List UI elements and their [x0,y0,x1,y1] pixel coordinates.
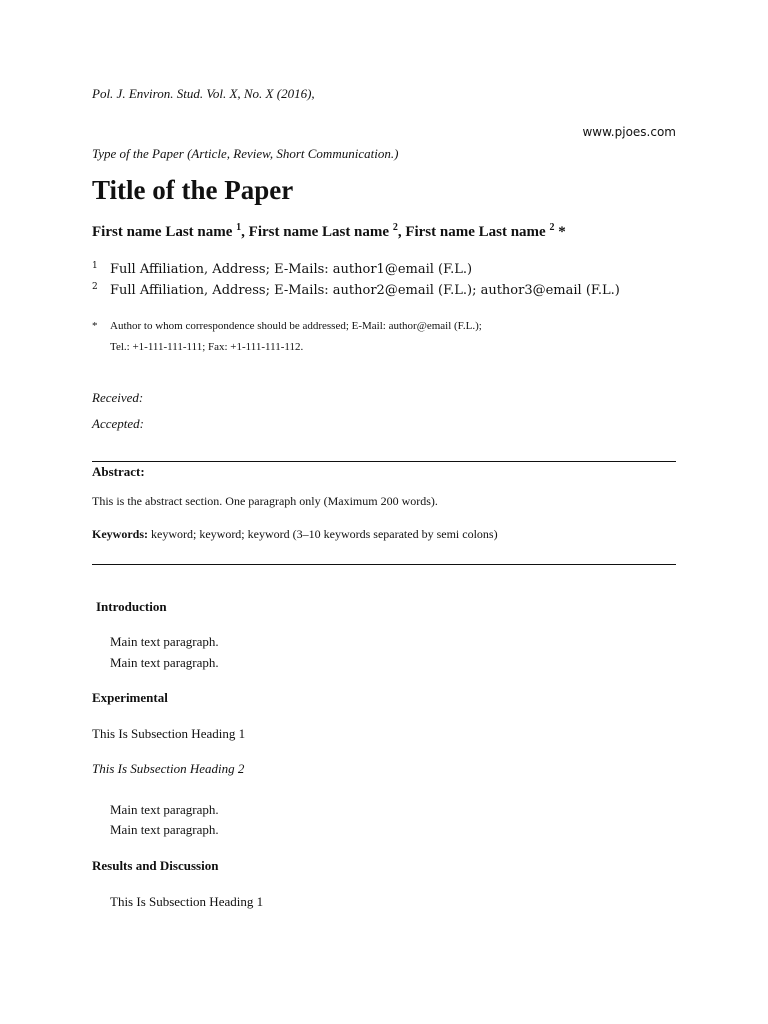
author-separator: * [554,224,566,240]
author-list [92,222,566,241]
accepted-date: Accepted: [92,416,144,431]
divider [92,461,676,462]
journal-citation: Pol. J. Environ. Stud. Vol. X, No. X (2016), [92,86,315,101]
affiliation-number: 2 [92,282,98,292]
affiliation-row [92,262,472,277]
section-heading-introduction: Introduction [96,599,167,614]
divider [92,564,676,565]
author-name: First name Last name [92,224,237,240]
paragraph: Main text paragraph. [110,655,219,670]
page-title: Title of the Paper [92,175,294,205]
received-date: Received: [92,390,144,405]
author-separator: , [397,224,406,240]
author-separator: , [241,224,249,240]
keywords-line [92,527,498,542]
correspondence-line [92,320,482,332]
affiliation-row [92,283,620,298]
paragraph: Main text paragraph. [110,822,219,837]
author-affiliation-mark: 2 [392,222,398,233]
author-affiliation-mark: 1 [236,222,242,233]
correspondence-line [92,341,303,353]
affiliation-text: Full Affiliation, Address; E-Mails: author1@email (F.L.) [110,262,473,277]
paragraph: Main text paragraph. [110,634,219,649]
subsection-heading: This Is Subsection Heading 1 [92,726,246,741]
paper-type: Type of the Paper (Article, Review, Short Communication.) [92,146,399,161]
keywords-label: Keywords: [92,527,148,541]
abstract-heading: Abstract: [92,464,145,479]
author-name: First name Last name [248,224,393,240]
author-name: First name Last name [405,224,550,240]
correspondence-mark: * [92,320,98,332]
affiliation-number: 1 [92,261,98,271]
correspondence-contact: Tel.: +1-111-111-111; Fax: +1-111-111-112. [110,341,304,353]
subsection-heading: This Is Subsection Heading 1 [110,894,264,909]
section-heading-results: Results and Discussion [92,858,219,873]
author-affiliation-mark: 2 [549,222,555,233]
keywords-text: keyword; keyword; keyword (3–10 keywords separated by semi colons) [148,527,498,541]
abstract-text: This is the abstract section. One paragraph only (Maximum 200 words). [92,494,438,508]
paragraph: Main text paragraph. [110,802,219,817]
correspondence-text: Author to whom correspondence should be addressed; E-Mail: author@email (F.L.); [110,320,482,332]
subsection-heading: This Is Subsection Heading 2 [92,761,245,776]
affiliation-text: Full Affiliation, Address; E-Mails: author2@email (F.L.); author3@email (F.L.) [110,283,620,298]
journal-website: www.pjoes.com [582,125,676,139]
section-heading-experimental: Experimental [92,690,168,705]
